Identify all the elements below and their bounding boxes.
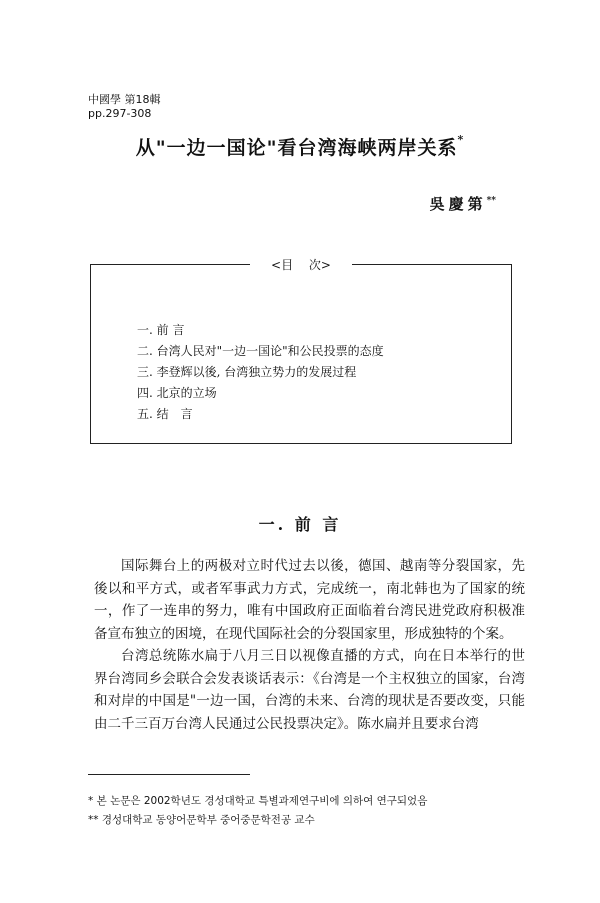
- toc-list: [137, 320, 384, 425]
- section-heading: 一. 前 言: [258, 515, 342, 534]
- paragraph: 国际舞台上的两极对立时代过去以後，德国、越南等分裂国家，先後以和平方式，或者军事武力方式，完成统一，南北韩也为了国家的统一，作了一连串的努力，唯有中国政府正面临着台湾民进党政府积极准备宣布独立的困境，在现代国际社会的分裂国家里，形成独特的个案。: [94, 558, 525, 642]
- toc-item: 一. 前 言: [137, 323, 185, 337]
- toc-top-rule-right: [352, 264, 512, 265]
- toc-item: 四. 北京的立场: [137, 386, 217, 400]
- journal-name: 中國學 第18輯: [88, 93, 161, 106]
- toc-item: 三. 李登辉以後, 台湾独立势力的发展过程: [137, 365, 357, 379]
- title-footnote-mark: *: [457, 132, 465, 146]
- body-text: [94, 555, 525, 735]
- author: [430, 193, 496, 214]
- paper-title: [0, 133, 600, 160]
- footnotes: [88, 792, 427, 830]
- author-name: 吳慶第: [429, 195, 487, 213]
- author-footnote-mark: **: [486, 196, 496, 206]
- toc-item: 二. 台湾人民对"一边一国论"和公民投票的态度: [137, 344, 384, 358]
- toc-item: 五. 结 言: [137, 407, 193, 421]
- toc-heading: <目 次>: [271, 258, 331, 272]
- paragraph: 台湾总统陈水扁于八月三日以视像直播的方式，向在日本举行的世界台湾同乡会联合会发表谈话表示：《台湾是一个主权独立的国家，台湾和对岸的中国是"一边一国，台湾的未来、台湾的现状是否要改变，只能由二千三百万台湾人民通过公民投票决定》。陈水扁并且要求台湾: [94, 648, 525, 732]
- journal-info: [88, 93, 161, 121]
- toc-top-rule-left: [90, 264, 250, 265]
- paper-title-text: 从"一边一国论"看台湾海峡两岸关系: [135, 137, 458, 159]
- footnote: ** 경성대학교 동양어문학부 중어중문학전공 교수: [88, 814, 315, 826]
- footnote: * 본 논문은 2002학년도 경성대학교 특별과제연구비에 의하여 연구되었음: [88, 795, 428, 807]
- page-range: pp.297-308: [88, 107, 152, 120]
- footnote-rule: [88, 774, 250, 775]
